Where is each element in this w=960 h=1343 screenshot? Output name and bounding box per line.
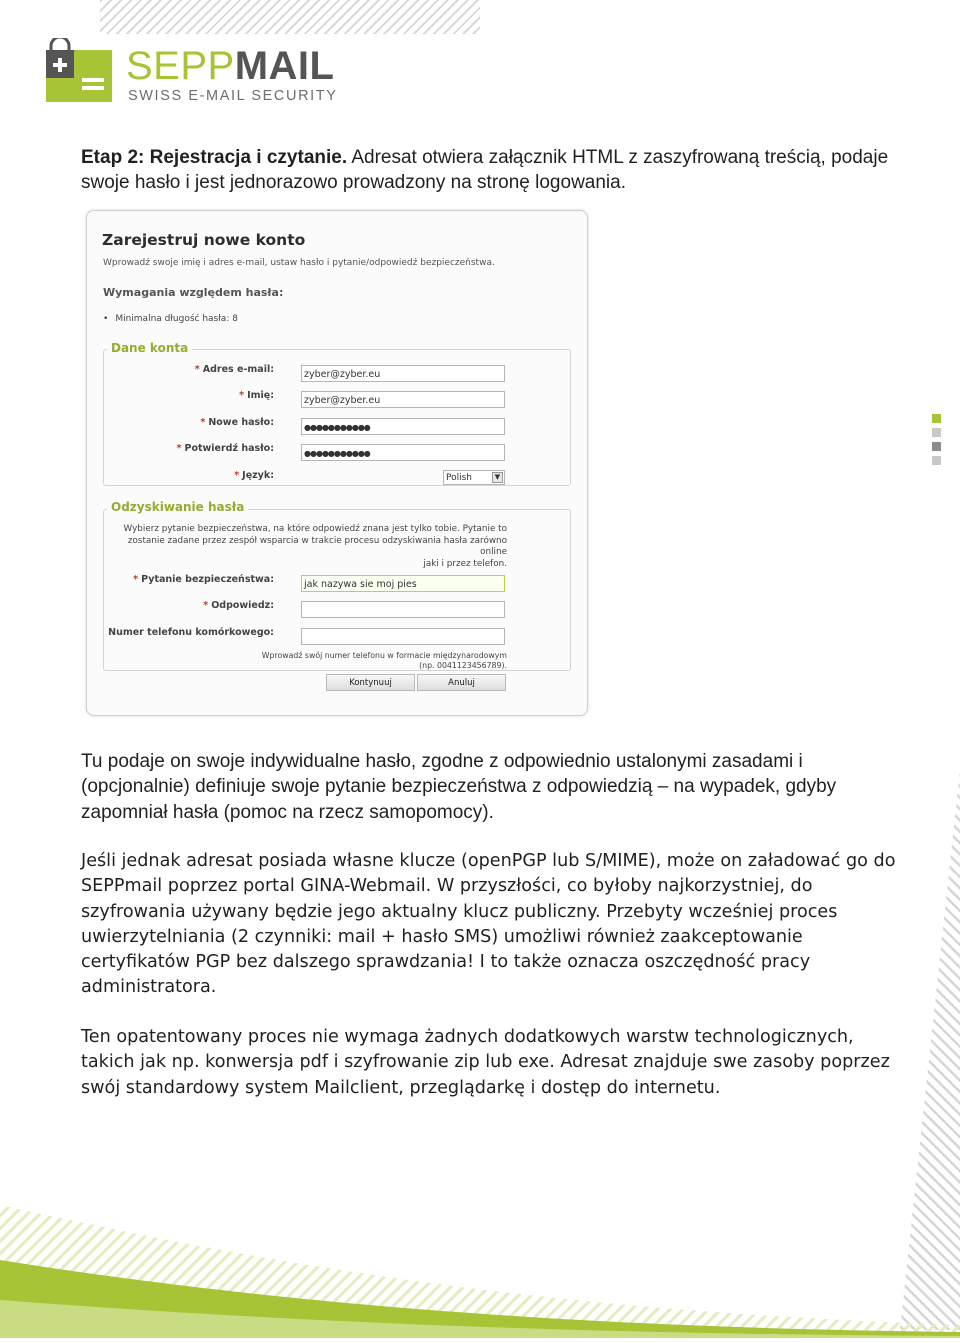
form-title: Zarejestruj nowe konto xyxy=(102,231,306,249)
name-field[interactable]: zyber@zyber.eu xyxy=(301,391,505,408)
phone-field[interactable] xyxy=(301,628,505,645)
password-requirements-heading: Wymagania względem hasła: xyxy=(103,286,284,299)
intro-rest: Adresat otwiera załącznik HTML z zaszyfrowaną treścią, podaje swoje hasło i jest jednorazowo prowadzony na stronę logowania. xyxy=(81,147,889,194)
security-question-field[interactable]: jak nazywa sie moj pies xyxy=(301,575,505,592)
side-square-decoration xyxy=(932,414,941,423)
account-legend: Dane konta xyxy=(107,341,192,355)
paragraph-1: Tu podaje on swoje indywidualne hasło, zgodne z odpowiednio ustalonymi zasadami i (opcjonalnie) definiuje swoje pytanie bezpieczeństwa z odpowiedzią – na wypadek, gdyby zapomniał hasła (pomoc na rzecz samopomocy). xyxy=(81,751,837,823)
answer-label: * Odpowiedz: xyxy=(203,600,274,611)
name-label: * Imię: xyxy=(239,390,274,401)
language-value: Polish xyxy=(446,473,473,483)
email-label: * Adres e-mail: xyxy=(194,364,274,375)
chevron-down-icon: ▼ xyxy=(492,472,503,483)
new-password-field[interactable]: ●●●●●●●●●●● xyxy=(301,418,505,435)
header-hatch-decoration xyxy=(100,0,480,34)
bottom-wave-decoration xyxy=(0,1150,960,1343)
continue-button[interactable]: Kontynuuj xyxy=(326,674,415,691)
cancel-button[interactable]: Anuluj xyxy=(417,674,506,691)
side-square-decoration xyxy=(932,442,941,451)
seppmail-logo-icon xyxy=(46,38,112,104)
side-square-decoration xyxy=(932,456,941,465)
security-question-label: * Pytanie bezpieczeństwa: xyxy=(133,574,274,585)
phone-label: Numer telefonu komórkowego: xyxy=(108,627,274,638)
form-subtitle: Wprowadź swoje imię i adres e-mail, ustaw hasło i pytanie/odpowiedź bezpieczeństwa. xyxy=(103,258,495,268)
intro-bold: Etap 2: Rejestracja i czytanie. xyxy=(81,147,348,168)
new-password-label: * Nowe hasło: xyxy=(200,417,274,428)
confirm-password-field[interactable]: ●●●●●●●●●●● xyxy=(301,444,505,461)
email-field[interactable]: zyber@zyber.eu xyxy=(301,365,505,382)
phone-hint: Wprowadź swój numer telefonu w formacie międzynarodowym (np. 0041123456789). xyxy=(261,651,507,670)
answer-field[interactable] xyxy=(301,601,505,618)
language-select[interactable] xyxy=(443,470,505,485)
recovery-help-text: Wybierz pytanie bezpieczeństwa, na które odpowiedź znana jest tylko tobie. Pytanie to zostanie zadane przez zespół wsparcia w trakcie procesu odzyskiwania hasła zarówno online jaki i przez telefon. xyxy=(123,524,507,569)
side-square-decoration xyxy=(932,428,941,437)
paragraph-3: Ten opatentowany proces nie wymaga żadnych dodatkowych warstw technologicznych, takich jak np. konwersja pdf i szyfrowanie zip lub exe. Adresat znajduje swe zasoby poprzez swój standardowy system Mailclient, przeglądarkę i dostęp do internetu. xyxy=(81,1027,890,1098)
logo-tagline: SWISS E-MAIL SECURITY xyxy=(128,88,338,104)
confirm-password-label: * Potwierdź hasło: xyxy=(176,443,274,454)
logo-wordmark: SEPPMAIL xyxy=(126,44,335,88)
recovery-legend: Odzyskiwanie hasła xyxy=(107,500,248,514)
intro-paragraph xyxy=(81,145,901,196)
language-label: * Język: xyxy=(234,470,274,481)
password-requirement-item: • Minimalna długość hasła: 8 xyxy=(103,314,238,324)
paragraph-2: Jeśli jednak adresat posiada własne klucze (openPGP lub S/MIME), może on załadować go do SEPPmail poprzez portal GINA-Webmail. W przyszłości, co byłoby najkorzystniej, do szyfrowania używany będzie jego aktualny klucz publiczny. Przebyty wcześniej proces uwierzytelniania (2 czynniki: mail + hasło SMS) umożliwi również zaakceptowanie certyfikatów PGP bez dalszego sprawdzania! I to także oznacza oszczędność pracy administratora. xyxy=(81,851,896,998)
registration-form-screenshot xyxy=(86,210,588,716)
